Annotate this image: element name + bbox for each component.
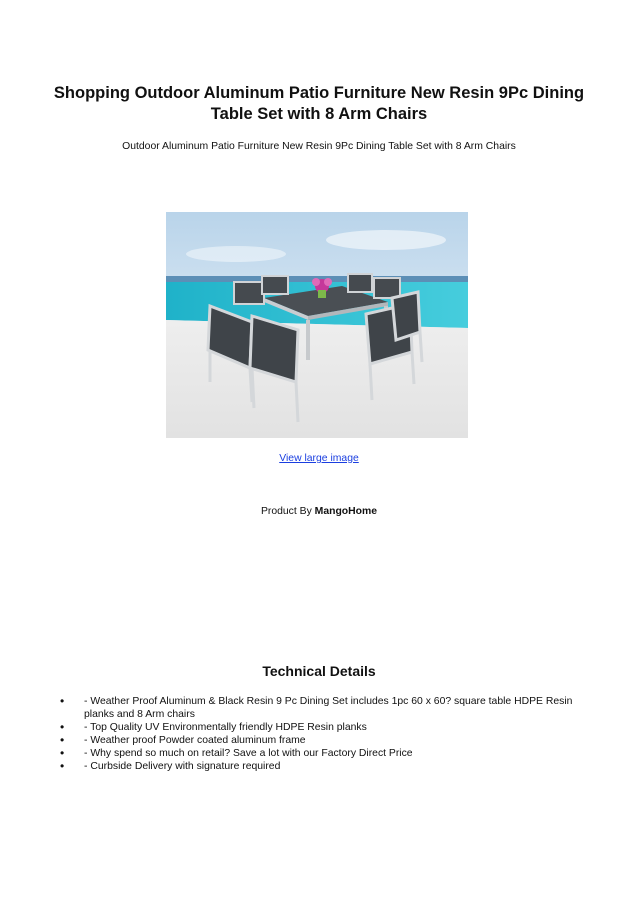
product-by-line xyxy=(0,506,638,517)
technical-details-list xyxy=(60,695,600,773)
technical-details-heading: Technical Details xyxy=(262,663,376,679)
view-large-image-link[interactable]: View large image xyxy=(279,453,359,464)
brand-name: MangoHome xyxy=(314,506,378,517)
feature-item: • - Why spend so much on retail? Save a lot with our Factory Direct Price xyxy=(60,747,600,760)
feature-item: • - Top Quality UV Environmentally friendly HDPE Resin planks xyxy=(60,721,600,734)
page-subtitle: Outdoor Aluminum Patio Furniture New Resin 9Pc Dining Table Set with 8 Arm Chairs xyxy=(122,141,516,152)
feature-item: • - Weather proof Powder coated aluminum frame xyxy=(60,734,600,747)
page-title: Shopping Outdoor Aluminum Patio Furniture New Resin 9Pc Dining Table Set with 8 Arm Chairs xyxy=(53,84,585,123)
product-image[interactable] xyxy=(166,212,468,438)
feature-item: • - Weather Proof Aluminum & Black Resin 9 Pc Dining Set includes 1pc 60 x 60? square table HDPE Resin planks and 8 Arm chairs xyxy=(60,695,600,721)
feature-item: • - Curbside Delivery with signature required xyxy=(60,760,600,773)
product-by-label: Product By xyxy=(260,506,312,517)
